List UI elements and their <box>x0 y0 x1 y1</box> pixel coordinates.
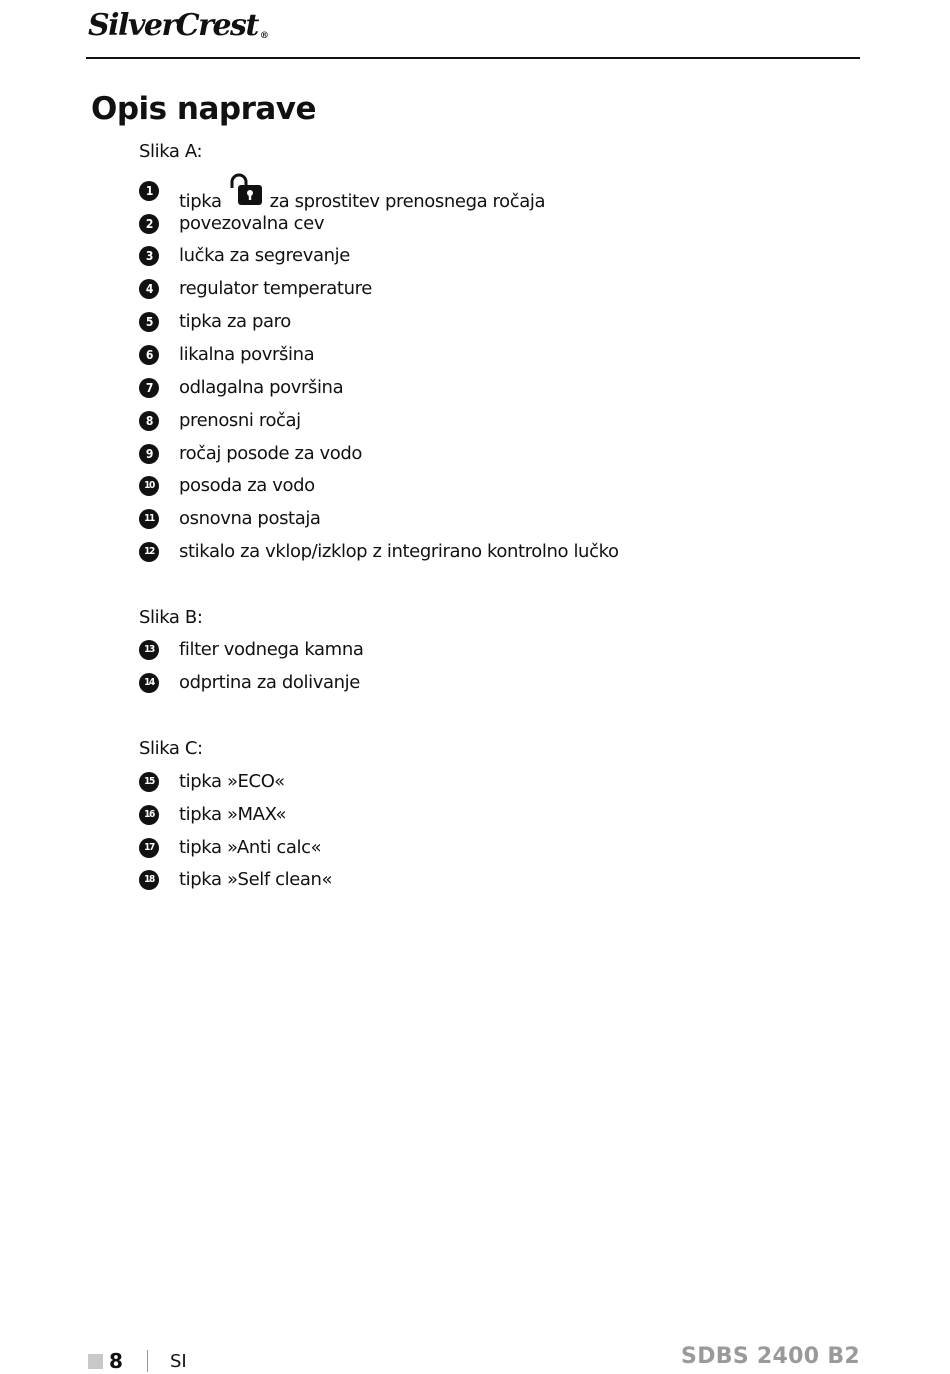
item-label: posoda za vodo <box>179 475 315 496</box>
item-label: tipka »Self clean« <box>179 869 333 890</box>
registered-mark: ® <box>259 31 269 41</box>
brand-logo <box>88 4 269 48</box>
item-label: povezovalna cev <box>179 213 325 234</box>
item-label-pre: tipka <box>179 191 222 212</box>
item-label: odlagalna površina <box>179 377 344 398</box>
item-number-badge: 10 <box>139 476 159 496</box>
item-number-badge: 13 <box>139 640 159 660</box>
item-label: filter vodnega kamna <box>179 639 364 660</box>
item-label: tipka »Anti calc« <box>179 837 322 858</box>
language-code: SI <box>170 1351 187 1372</box>
page-title: Opis naprave <box>91 91 317 127</box>
item-number-badge: 17 <box>139 838 159 858</box>
item-number-badge: 2 <box>139 214 159 234</box>
item-number-badge: 11 <box>139 509 159 529</box>
figure-b-heading: Slika B: <box>139 607 203 628</box>
item-number-badge: 12 <box>139 542 159 562</box>
item-label: odprtina za dolivanje <box>179 672 360 693</box>
item-number-badge: 8 <box>139 411 159 431</box>
item-number-badge: 4 <box>139 279 159 299</box>
item-label: likalna površina <box>179 344 315 365</box>
page-number: 8 <box>109 1349 123 1373</box>
item-number-badge: 6 <box>139 345 159 365</box>
item-label: stikalo za vklop/izklop z integrirano kontrolno lučko <box>179 541 619 562</box>
model-number: SDBS 2400 B2 <box>681 1344 860 1369</box>
item-label: lučka za segrevanje <box>179 245 350 266</box>
item-label: tipka »ECO« <box>179 771 285 792</box>
footer-marker <box>88 1354 103 1369</box>
item-number-badge: 18 <box>139 870 159 890</box>
footer-divider <box>147 1350 148 1372</box>
item-number-badge: 16 <box>139 805 159 825</box>
brand-name: SilverCrest <box>88 8 258 43</box>
item-number-badge: 15 <box>139 772 159 792</box>
item-number-badge: 5 <box>139 312 159 332</box>
unlock-icon <box>228 173 264 207</box>
item-number-badge: 7 <box>139 378 159 398</box>
item-number-badge: 9 <box>139 444 159 464</box>
item-label: prenosni ročaj <box>179 410 301 431</box>
item-label: regulator temperature <box>179 278 372 299</box>
figure-a-heading: Slika A: <box>139 141 203 162</box>
item-label: ročaj posode za vodo <box>179 443 363 464</box>
item-number-badge: 14 <box>139 673 159 693</box>
figure-c-heading: Slika C: <box>139 738 203 759</box>
item-number-badge: 1 <box>139 181 159 201</box>
header-divider <box>86 57 860 59</box>
item-label: tipka za paro <box>179 311 291 332</box>
item-label: tipka »MAX« <box>179 804 287 825</box>
item-label: osnovna postaja <box>179 508 321 529</box>
item-label <box>179 179 545 214</box>
item-number-badge: 3 <box>139 246 159 266</box>
item-label-post: za sprostitev prenosnega ročaja <box>269 191 546 212</box>
